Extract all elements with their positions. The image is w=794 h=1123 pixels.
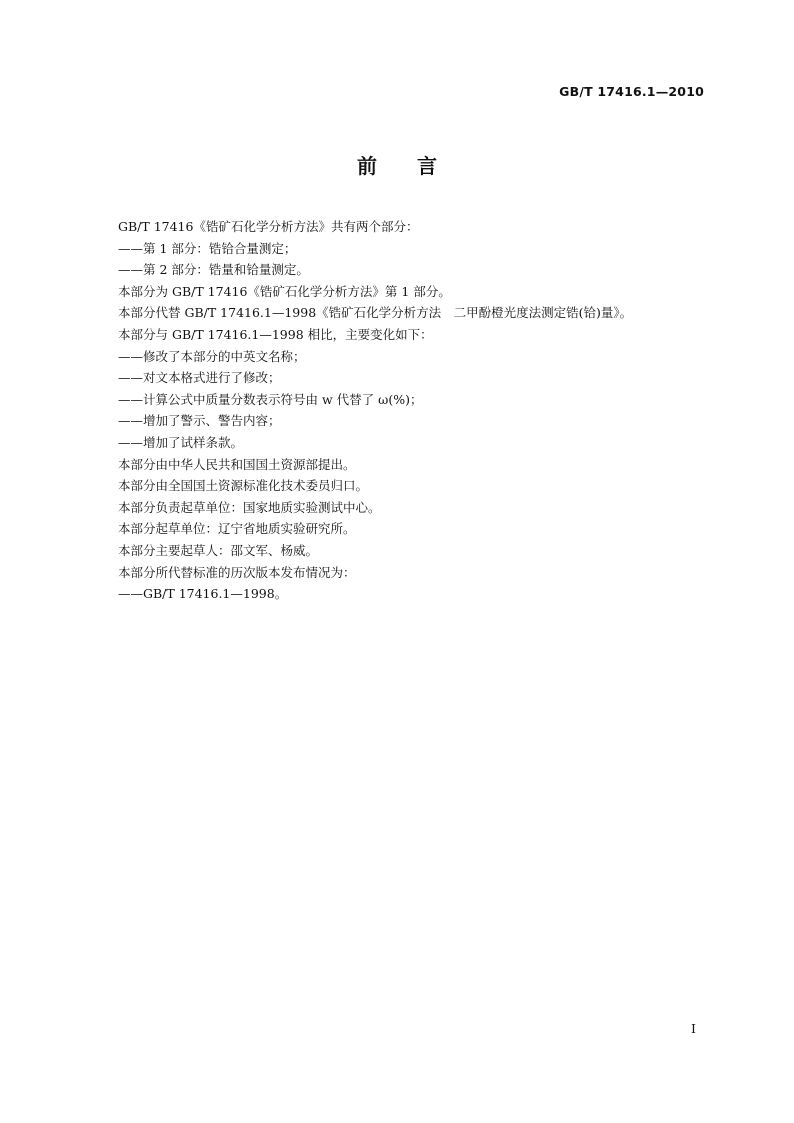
standard-code: GB/T 17416.1—2010 xyxy=(559,84,704,99)
foreword-line: 本部分起草单位：辽宁省地质实验研究所。 xyxy=(118,521,356,537)
foreword-line: 本部分所代替标准的历次版本发布情况为： xyxy=(118,564,356,580)
foreword-body xyxy=(118,216,708,605)
foreword-line: 本部分代替 GB/T 17416.1—1998《锆矿石化学分析方法 二甲酚橙光度法测定锆(铪)量》。 xyxy=(118,305,633,321)
foreword-line: ——修改了本部分的中英文名称； xyxy=(118,348,306,364)
foreword-line: 本部分与 GB/T 17416.1—1998 相比，主要变化如下： xyxy=(118,326,433,342)
foreword-line: ——GB/T 17416.1—1998。 xyxy=(118,586,288,602)
foreword-line: 本部分由全国国土资源标准化技术委员归口。 xyxy=(118,478,369,494)
foreword-line: ——第 2 部分：锆量和铪量测定。 xyxy=(118,262,309,278)
foreword-line: ——第 1 部分：锆铪合量测定； xyxy=(118,240,297,256)
foreword-line: ——对文本格式进行了修改； xyxy=(118,370,281,386)
foreword-line: 本部分为 GB/T 17416《锆矿石化学分析方法》第 1 部分。 xyxy=(118,283,451,299)
foreword-line: 本部分负责起草单位：国家地质实验测试中心。 xyxy=(118,499,381,515)
page-title: 前言 xyxy=(357,154,477,178)
foreword-line: 本部分主要起草人：邵文军、杨威。 xyxy=(118,542,319,558)
foreword-line: ——增加了警示、警告内容； xyxy=(118,413,281,429)
foreword-line: 本部分由中华人民共和国国土资源部提出。 xyxy=(118,456,356,472)
page-number: I xyxy=(691,1021,696,1036)
foreword-line: GB/T 17416《锆矿石化学分析方法》共有两个部分： xyxy=(118,219,419,234)
foreword-line: ——计算公式中质量分数表示符号由 w 代替了 ω(%)； xyxy=(118,391,423,407)
foreword-line: ——增加了试样条款。 xyxy=(118,434,244,450)
